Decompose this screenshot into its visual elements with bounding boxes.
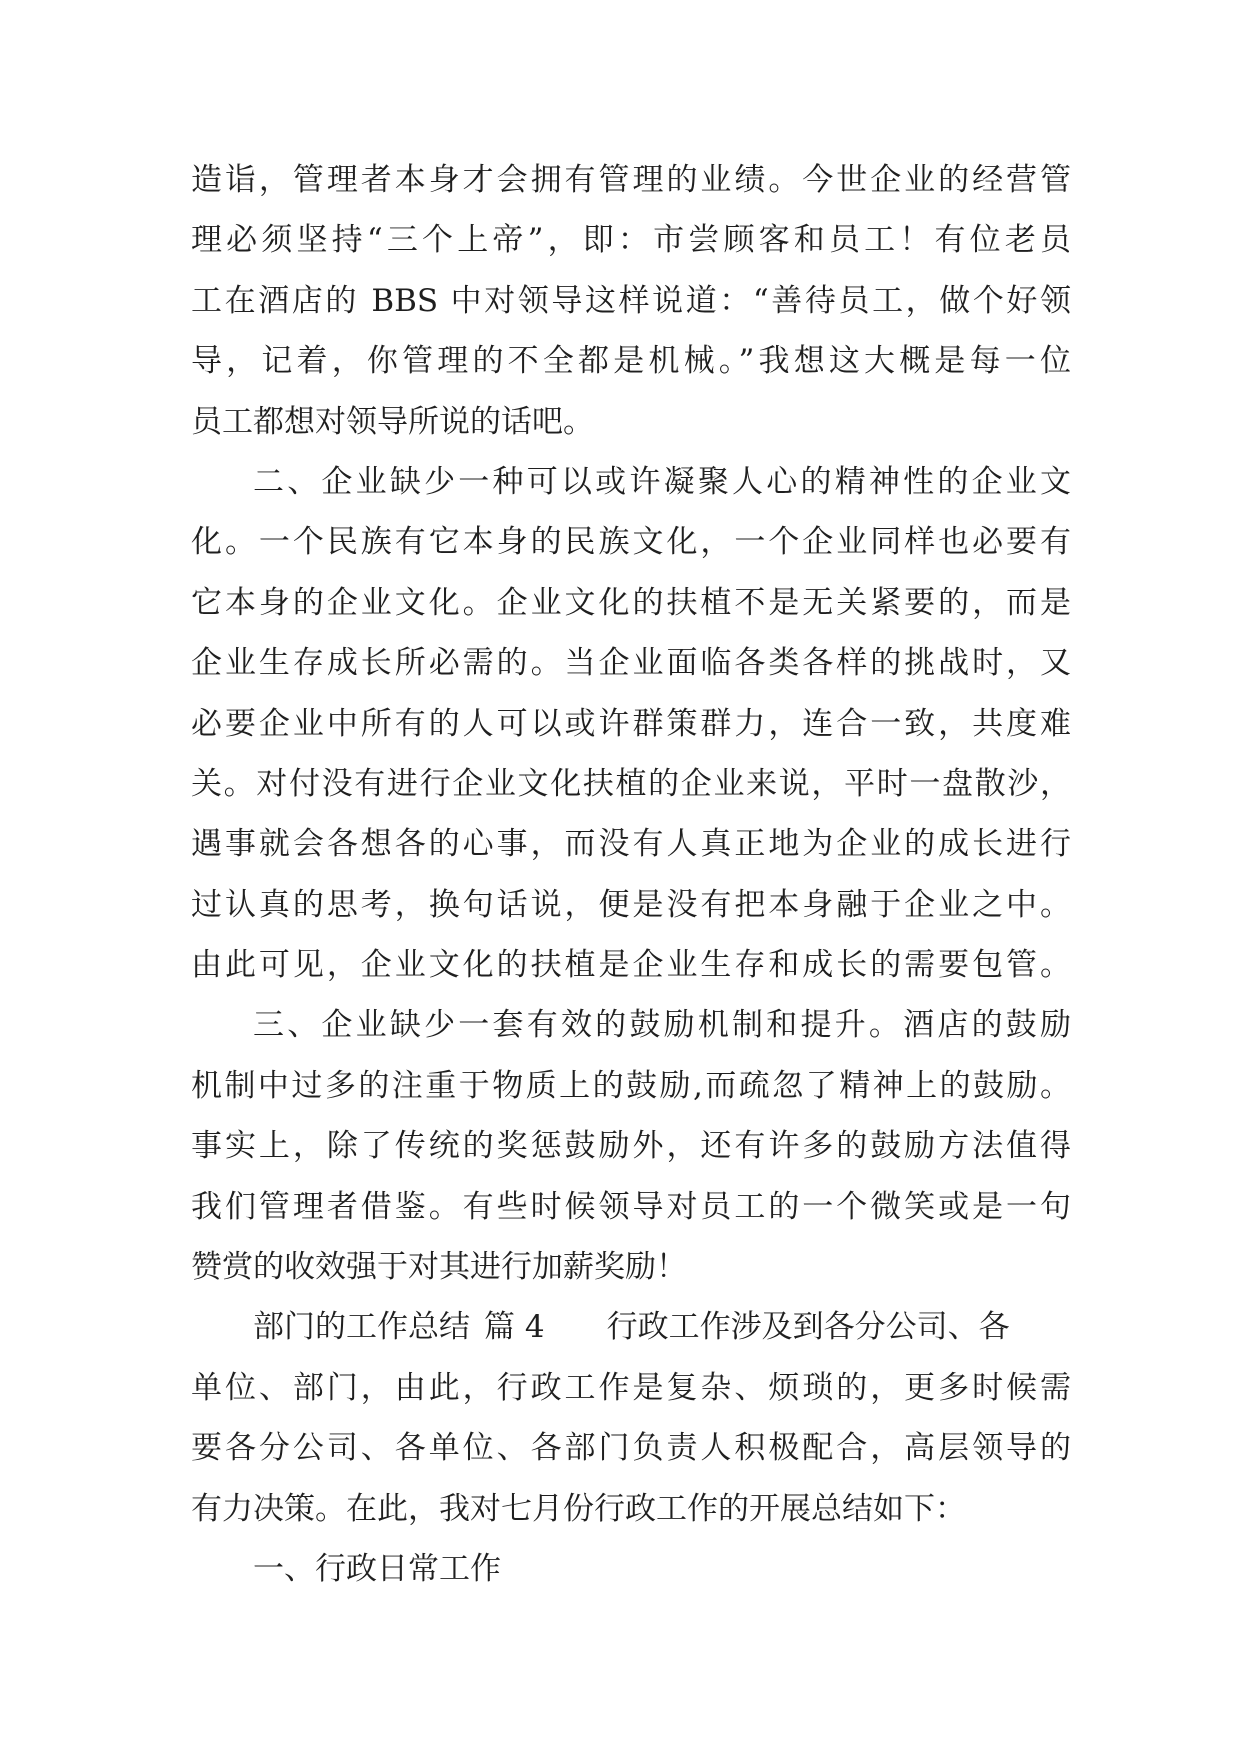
text-line: 由此可见，企业文化的扶植是企业生存和成长的需要包管。 <box>191 947 1071 984</box>
paragraph-corporate-culture <box>191 452 1071 996</box>
text-line: 赞赏的收效强于对其进行加薪奖励！ <box>191 1249 687 1286</box>
text-line: 理必须坚持“三个上帝”，即：市尝顾客和员工！有位老员 <box>191 222 1071 259</box>
text-line: 单位、部门，由此，行政工作是复杂、烦琐的，更多时候需 <box>191 1369 1071 1406</box>
text-line: 关。对付没有进行企业文化扶植的企业来说，平时一盘散沙， <box>191 765 1071 802</box>
text-line: 造诣，管理者本身才会拥有管理的业绩。今世企业的经营管 <box>191 162 1071 198</box>
document-body <box>191 150 1071 1599</box>
paragraph-first-line: 行政工作涉及到各分公司、各 <box>606 1309 1010 1346</box>
text-line: 有力决策。在此，我对七月份行政工作的开展总结如下： <box>191 1490 966 1527</box>
text-line: 工在酒店的 BBS 中对领导这样说道：“善待员工，做个好领 <box>191 282 1071 319</box>
text-line: 要各分公司、各单位、各部门负责人积极配合，高层领导的 <box>191 1430 1071 1467</box>
text-line: 我们管理者借鉴。有些时候领导对员工的一个微笑或是一句 <box>191 1188 1071 1225</box>
section-title: 部门的工作总结 <box>253 1309 470 1346</box>
text-line: 企业生存成长所必需的。当企业面临各类各样的挑战时，又 <box>191 645 1071 682</box>
section-heading: 一、行政日常工作 <box>253 1550 501 1587</box>
section-part-label: 篇 4 <box>484 1309 545 1346</box>
text-line: 化。一个民族有它本身的民族文化，一个企业同样也必要有 <box>191 524 1071 561</box>
text-line: 它本身的企业文化。企业文化的扶植不是无关紧要的，而是 <box>191 584 1071 621</box>
text-line: 遇事就会各想各的心事，而没有人真正地为企业的成长进行 <box>191 826 1071 863</box>
text-line: 三、企业缺少一套有效的鼓励机制和提升。酒店的鼓励 <box>253 1007 1071 1044</box>
paragraph-management-achievement <box>191 150 1071 452</box>
text-line: 二、企业缺少一种可以或许凝聚人心的精神性的企业文 <box>253 463 1071 500</box>
text-line: 事实上，除了传统的奖惩鼓励外，还有许多的鼓励方法值得 <box>191 1128 1071 1165</box>
text-line <box>191 1297 1071 1357</box>
text-line: 必要企业中所有的人可以或许群策群力，连合一致，共度难 <box>191 705 1071 742</box>
text-line: 过认真的思考，换句话说，便是没有把本身融于企业之中。 <box>191 886 1071 923</box>
text-line: 员工都想对领导所说的话吧。 <box>191 403 594 440</box>
paragraph-incentive-mechanism <box>191 995 1071 1297</box>
text-line: 导，记着，你管理的不全都是机械。”我想这大概是每一位 <box>191 343 1071 380</box>
paragraph-admin-work-summary <box>191 1297 1071 1539</box>
text-line: 机制中过多的注重于物质上的鼓励,而疏忽了精神上的鼓励。 <box>191 1067 1071 1104</box>
